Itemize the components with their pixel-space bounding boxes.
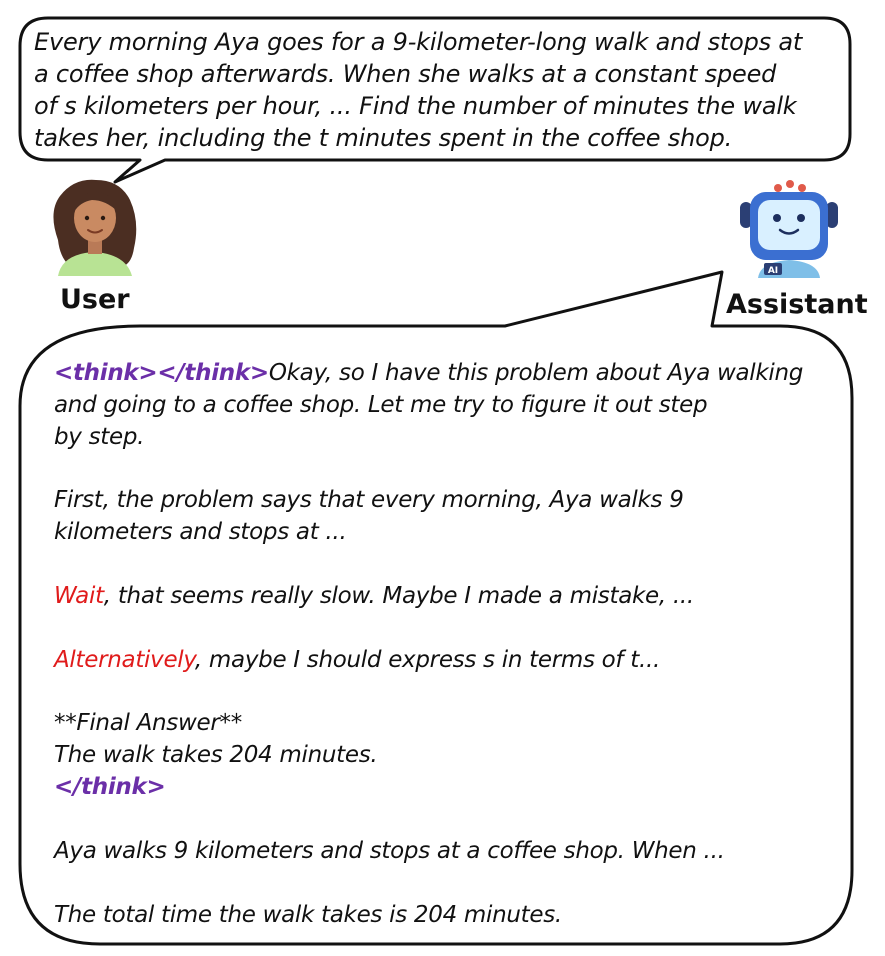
final-answer-heading: **Final Answer** xyxy=(54,710,242,736)
response-line-2: and going to a coffee shop. Let me try to figure it out step xyxy=(54,392,708,418)
final-answer-line: The walk takes 204 minutes. xyxy=(54,742,378,768)
assistant-label: Assistant xyxy=(726,289,868,320)
alternatively-line xyxy=(54,644,660,676)
summary-line-2: The total time the walk takes is 204 minutes. xyxy=(54,902,562,928)
wait-word: Wait xyxy=(54,583,104,609)
wait-line xyxy=(54,580,694,612)
summary-line-1: Aya walks 9 kilometers and stops at a coffee shop. When ... xyxy=(54,838,725,864)
robot-avatar-icon xyxy=(740,180,838,278)
response-line-1-rest: Okay, so I have this problem about Aya walking xyxy=(268,360,804,386)
question-line-2: a coffee shop afterwards. When she walks at a constant speed xyxy=(34,60,777,88)
think-open-tag: <think></think> xyxy=(54,360,269,386)
response-line-5: kilometers and stops at ... xyxy=(54,519,347,545)
response-line-3: by step. xyxy=(54,424,145,450)
wait-rest: , that seems really slow. Maybe I made a mistake, ... xyxy=(103,583,694,609)
svg-text:AI: AI xyxy=(767,266,779,276)
question-line-3: of s kilometers per hour, ... Find the number of minutes the walk xyxy=(34,92,797,120)
response-line-1 xyxy=(54,357,803,389)
think-close-tag: </think> xyxy=(54,774,166,800)
user-label: User xyxy=(60,284,130,315)
question-line-4: takes her, including the t minutes spent in the coffee shop. xyxy=(34,124,733,152)
user-avatar-icon xyxy=(53,180,136,276)
alternatively-rest: , maybe I should express s in terms of t... xyxy=(194,647,660,673)
question-line-1: Every morning Aya goes for a 9-kilometer-long walk and stops at xyxy=(34,28,803,56)
alternatively-word: Alternatively xyxy=(54,647,195,673)
response-line-4: First, the problem says that every morning, Aya walks 9 xyxy=(54,487,684,513)
